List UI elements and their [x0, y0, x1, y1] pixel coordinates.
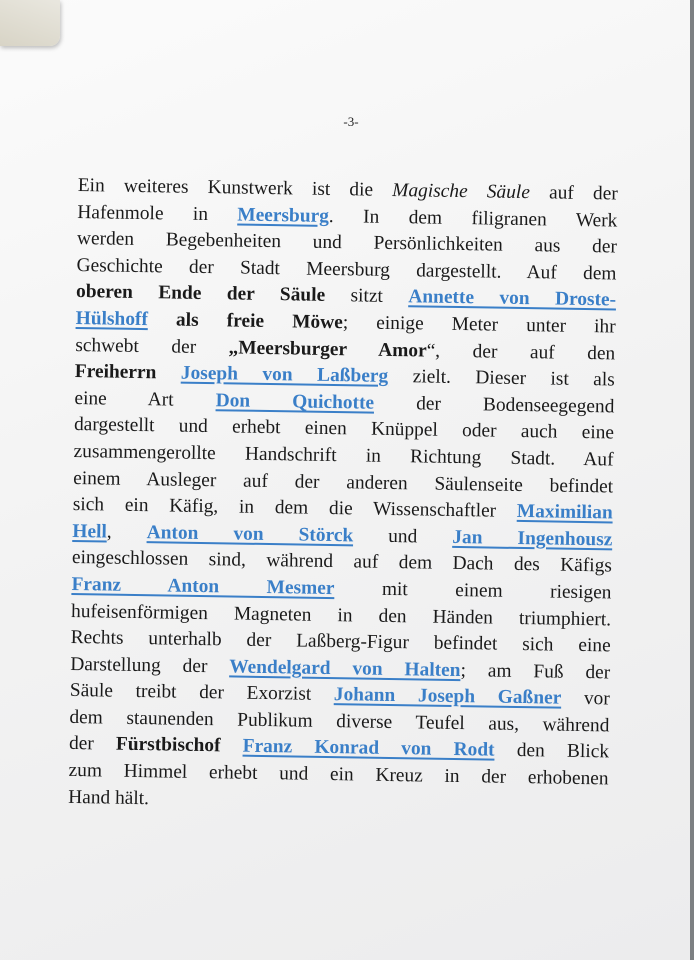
link-joseph-von-lassberg[interactable]: Joseph von Laßberg	[180, 362, 389, 388]
text-line: Säule treibt der Exorzist Johann Joseph Gaßner vor	[69, 680, 610, 710]
text-line: Geschichte der Stadt Meersburg dargestellt. Auf dem	[76, 254, 617, 285]
link-franz-konrad-von-rodt[interactable]: Franz Konrad von Rodt	[242, 736, 495, 762]
link-huelshoff[interactable]: Hülshoff	[75, 307, 149, 331]
text-line: Hafenmole in Meersburg. In dem filigranen Werk	[77, 201, 618, 232]
text-line: hufeisenförmigen Magneten in den Händen triumphiert.	[70, 600, 612, 630]
link-jan-ingenhousz[interactable]: Jan Ingenhousz	[452, 526, 613, 551]
page-number: -3-	[343, 114, 359, 129]
text-line: Hell, Anton von Störck und Jan Ingenhousz	[72, 520, 613, 551]
text-line: Freiherrn Joseph von Laßberg zielt. Dieser ist als	[74, 361, 615, 391]
text-line: sich ein Käfig, in dem die Wissenschaftler Maximilian	[72, 494, 613, 524]
link-anton-von-stoerck[interactable]: Anton von Störck	[146, 521, 354, 547]
link-wendelgard-von-halten[interactable]: Wendelgard von Halten	[229, 656, 461, 681]
link-don-quichotte[interactable]: Don Quichotte	[215, 389, 375, 414]
text-line: zusammengerollte Handschrift in Richtung Stadt. Auf	[73, 440, 614, 471]
link-meersburg[interactable]: Meersburg	[237, 204, 330, 227]
link-annette-von-droste-huelshoff[interactable]: Annette von Droste-	[408, 286, 617, 311]
text-line: schwebt der „Meersburger Amor“, der auf den	[75, 334, 616, 365]
text-line: Franz Anton Mesmer mit einem riesigen	[71, 573, 612, 604]
text-line: eine Art Don Quichotte der Bodenseegegend	[74, 387, 615, 418]
text-line: oberen Ende der Säule sitzt Annette von Droste-	[75, 281, 617, 311]
text-line: Rechts unterhalb der Laßberg-Figur befindet sich eine	[70, 627, 611, 657]
text-line: Hülshoff als freie Möwe; einige Meter unter ihr	[75, 307, 616, 338]
scan-edge	[690, 0, 694, 960]
link-hell[interactable]: Hell	[72, 520, 108, 543]
folded-corner	[0, 0, 60, 46]
link-maximilian-hell[interactable]: Maximilian	[516, 501, 613, 524]
text-line: zum Himmel erhebt und ein Kreuz in der erhobenen	[68, 759, 609, 790]
link-johann-joseph-gassner[interactable]: Johann Joseph Gaßner	[333, 684, 562, 709]
text-line: Hand hält.	[68, 786, 150, 809]
body-paragraph	[68, 173, 618, 820]
text-line: Ein weiteres Kunstwerk ist die Magische Säule auf der	[77, 174, 618, 205]
text-line: einem Ausleger auf der anderen Säulenseite befindet	[73, 467, 614, 497]
text-line: eingeschlossen sind, während auf dem Dach des Käfigs	[71, 547, 613, 577]
text-line: dem staunenden Publikum diverse Teufel aus, während	[69, 706, 610, 737]
text-line: dargestellt und erhebt einen Knüppel oder auch eine	[73, 414, 615, 444]
text-line: werden Begebenheiten und Persönlichkeiten aus der	[76, 228, 618, 258]
text-line: Darstellung der Wendelgard von Halten; am Fuß der	[70, 653, 611, 684]
link-franz-anton-mesmer[interactable]: Franz Anton Mesmer	[71, 573, 335, 599]
text-line: der Fürstbischof Franz Konrad von Rodt den Blick	[68, 733, 610, 763]
